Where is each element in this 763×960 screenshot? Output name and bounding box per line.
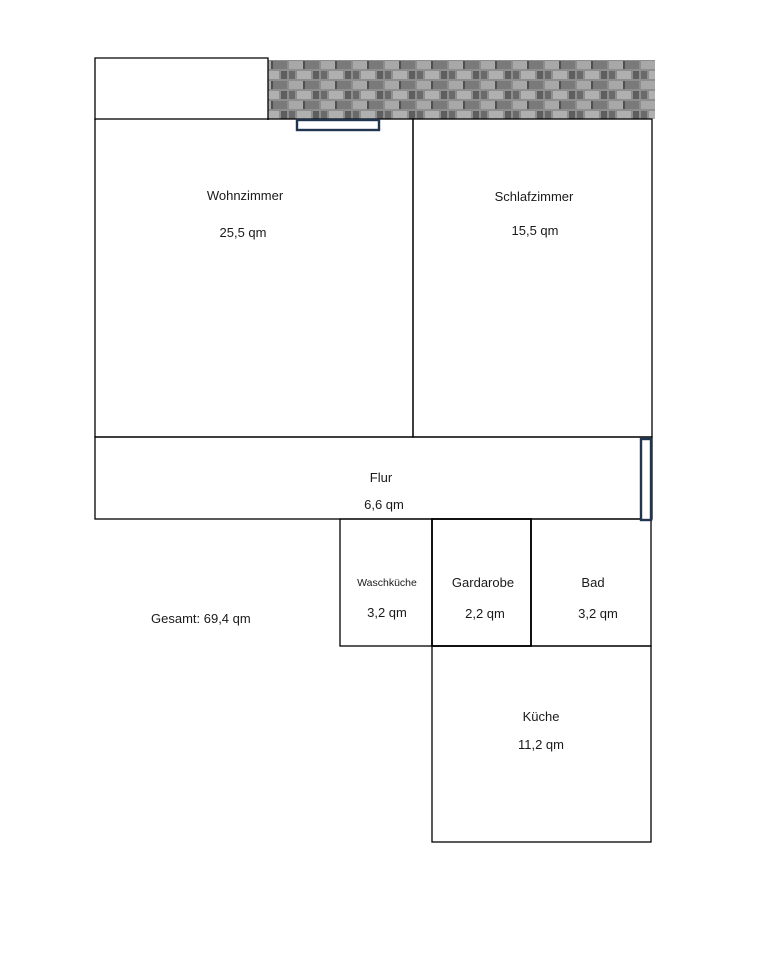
label-schlafzimmer: Schlafzimmer: [494, 189, 574, 204]
label-flur: Flur: [369, 470, 393, 485]
area-bad: 3,2 qm: [578, 606, 618, 621]
window-wohnzimmer: [297, 120, 379, 130]
balcony-outline: [95, 58, 268, 120]
area-schlafzimmer: 15,5 qm: [511, 223, 559, 238]
label-wohnzimmer: Wohnzimmer: [206, 188, 284, 203]
label-kueche: Küche: [522, 709, 560, 724]
door-entrance: [641, 439, 651, 520]
area-kueche: 11,2 qm: [517, 737, 565, 752]
label-waschkueche: Waschküche: [357, 577, 417, 589]
area-flur: 6,6 qm: [364, 497, 404, 512]
area-garderobe: 2,2 qm: [465, 606, 505, 621]
room-schlafzimmer: [413, 119, 652, 437]
terrace-paving: [268, 60, 655, 119]
area-wohnzimmer: 25,5 qm: [219, 225, 267, 240]
room-wohnzimmer: [95, 119, 413, 437]
total-area: Gesamt: 69,4 qm: [151, 611, 251, 626]
label-garderobe: Gardarobe: [451, 575, 515, 590]
label-bad: Bad: [581, 575, 605, 590]
area-waschkueche: 3,2 qm: [367, 605, 407, 620]
